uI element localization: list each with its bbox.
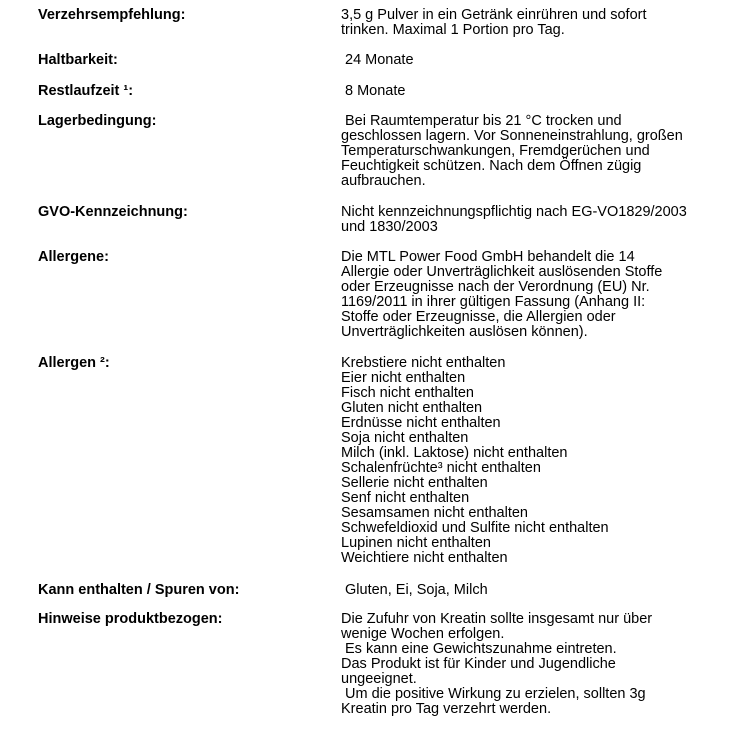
value-line: Milch (inkl. Laktose) nicht enthalten bbox=[341, 445, 568, 461]
row-value bbox=[341, 8, 726, 38]
value-line: Bei Raumtemperatur bis 21 °C trocken und bbox=[345, 113, 622, 129]
value-line: Nicht kennzeichnungspflichtig nach EG-VO1829/2003 bbox=[341, 204, 687, 220]
value-line: Die MTL Power Food GmbH behandelt die 14 bbox=[341, 249, 635, 265]
row-label: Hinweise produktbezogen: bbox=[38, 611, 223, 627]
value-line: Die Zufuhr von Kreatin sollte insgesamt nur über bbox=[341, 611, 653, 627]
row-label: Haltbarkeit: bbox=[38, 52, 118, 68]
value-line: Stoffe oder Erzeugnisse, die Allergien oder bbox=[341, 309, 616, 325]
value-line: Kreatin pro Tag verzehrt werden. bbox=[341, 701, 552, 717]
value-line: Sesamsamen nicht enthalten bbox=[341, 505, 528, 521]
row-value bbox=[341, 612, 726, 717]
value-line: 24 Monate bbox=[345, 52, 414, 68]
row-value bbox=[341, 205, 726, 235]
value-line: Weichtiere nicht enthalten bbox=[341, 550, 508, 566]
value-line: 8 Monate bbox=[345, 83, 406, 99]
value-line: Um die positive Wirkung zu erzielen, sollten 3g bbox=[345, 686, 646, 702]
row-label: Verzehrsempfehlung: bbox=[38, 7, 186, 23]
value-line: Allergie oder Unverträglichkeit auslösenden Stoffe bbox=[341, 264, 663, 280]
row-value bbox=[341, 250, 726, 340]
value-line: Gluten nicht enthalten bbox=[341, 400, 483, 416]
value-line: wenige Wochen erfolgen. bbox=[341, 626, 505, 642]
row-value bbox=[341, 114, 726, 189]
value-line: geschlossen lagern. Vor Sonneneinstrahlung, großen bbox=[341, 128, 683, 144]
value-line: trinken. Maximal 1 Portion pro Tag. bbox=[341, 22, 565, 38]
value-line: ungeeignet. bbox=[341, 671, 417, 687]
value-line: Gluten, Ei, Soja, Milch bbox=[345, 582, 488, 598]
value-line: Erdnüsse nicht enthalten bbox=[341, 415, 501, 431]
value-line: Eier nicht enthalten bbox=[341, 370, 466, 386]
value-line: Das Produkt ist für Kinder und Jugendliche bbox=[341, 656, 616, 672]
value-line: Lupinen nicht enthalten bbox=[341, 535, 491, 551]
value-line: Senf nicht enthalten bbox=[341, 490, 470, 506]
row-label: Allergene: bbox=[38, 249, 109, 265]
value-line: Schwefeldioxid und Sulfite nicht enthalten bbox=[341, 520, 609, 536]
row-value bbox=[341, 356, 726, 566]
value-line: Es kann eine Gewichtszunahme eintreten. bbox=[345, 641, 617, 657]
value-line: Temperaturschwankungen, Fremdgerüchen und bbox=[341, 143, 650, 159]
value-line: oder Erzeugnisse nach der Verordnung (EU) Nr. bbox=[341, 279, 650, 295]
value-line: und 1830/2003 bbox=[341, 219, 438, 235]
value-line: Sellerie nicht enthalten bbox=[341, 475, 488, 491]
value-line: aufbrauchen. bbox=[341, 173, 426, 189]
value-line: 1169/2011 in ihrer gültigen Fassung (Anhang II: bbox=[341, 294, 646, 310]
row-label: Lagerbedingung: bbox=[38, 113, 157, 129]
row-value bbox=[341, 53, 726, 68]
row-value bbox=[341, 84, 726, 99]
row-value bbox=[341, 583, 726, 598]
value-line: Feuchtigkeit schützen. Nach dem Öffnen zügig bbox=[341, 158, 642, 174]
row-label: GVO-Kennzeichnung: bbox=[38, 204, 188, 220]
row-label: Kann enthalten / Spuren von: bbox=[38, 582, 240, 598]
row-label: Restlaufzeit ¹: bbox=[38, 83, 134, 99]
row-label: Allergen ²: bbox=[38, 355, 110, 371]
value-line: Soja nicht enthalten bbox=[341, 430, 469, 446]
value-line: Unverträglichkeiten auslösen können). bbox=[341, 324, 588, 340]
value-line: Fisch nicht enthalten bbox=[341, 385, 474, 401]
value-line: 3,5 g Pulver in ein Getränk einrühren und sofort bbox=[341, 7, 647, 23]
value-line: Krebstiere nicht enthalten bbox=[341, 355, 506, 371]
value-line: Schalenfrüchte³ nicht enthalten bbox=[341, 460, 541, 476]
